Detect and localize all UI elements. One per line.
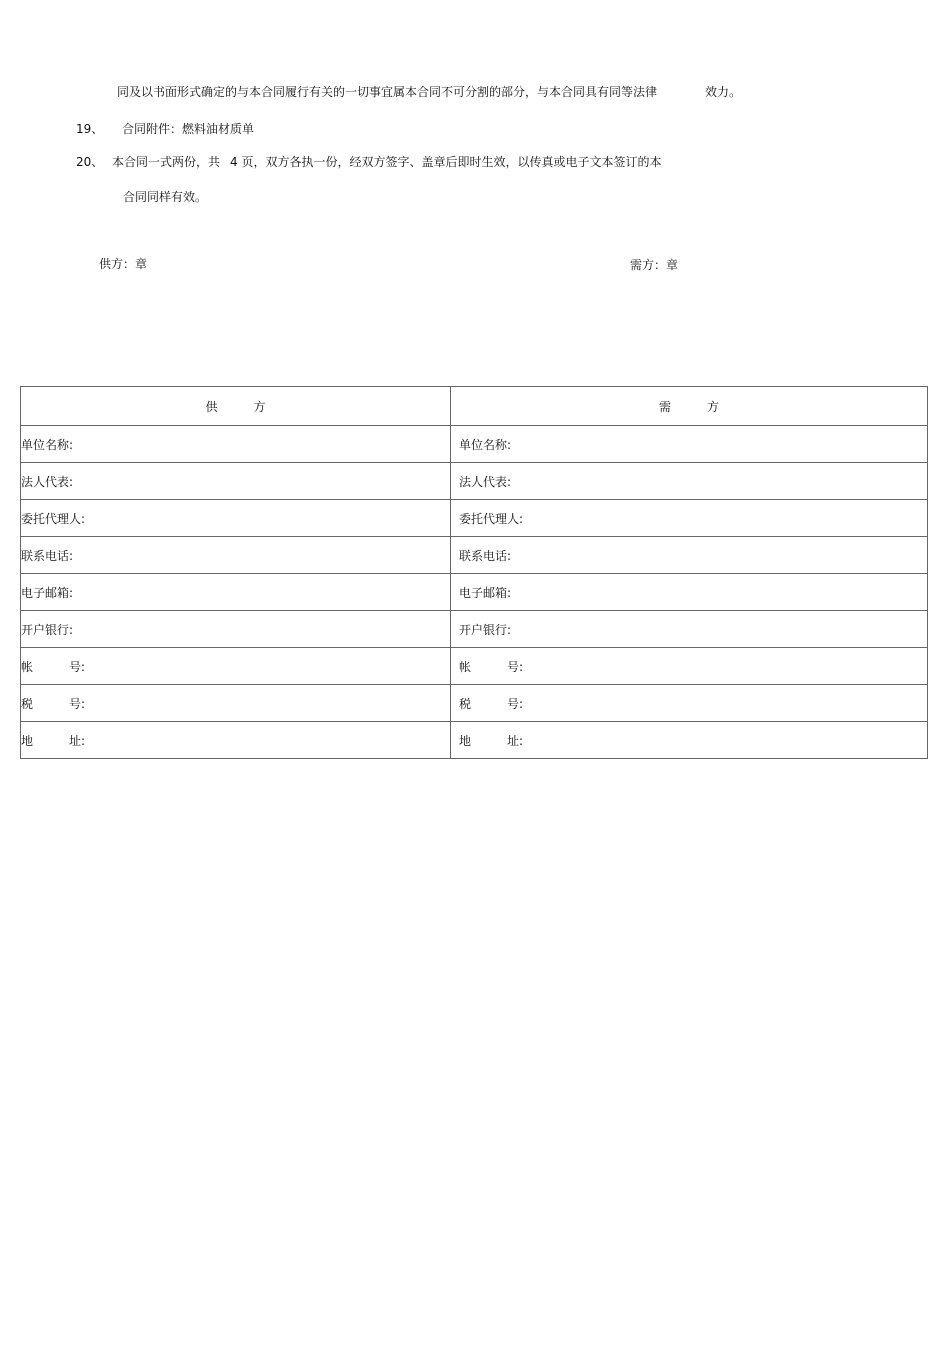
buyer-field-cell[interactable]	[451, 463, 928, 500]
supplier-field-label: 地 址:	[21, 733, 86, 748]
buyer-field-label: 单位名称:	[459, 437, 512, 452]
supplier-field-label: 联系电话:	[21, 548, 74, 563]
buyer-field-cell[interactable]	[451, 685, 928, 722]
supplier-field-label: 委托代理人:	[21, 511, 86, 526]
table-row	[21, 500, 928, 537]
supplier-field-label: 开户银行:	[21, 622, 74, 637]
clause-20-continuation-text: 合同同样有效。	[123, 190, 208, 204]
supplier-field-cell[interactable]	[21, 685, 451, 722]
clause-20-pages: 4 页，双方各执一份，经双方签字、盖章后即时生效，以传真或电子文本签订的本	[230, 155, 662, 169]
buyer-column-header: 需 方	[451, 387, 928, 426]
table-header-row	[21, 387, 928, 426]
buyer-field-cell[interactable]	[451, 500, 928, 537]
buyer-field-label: 法人代表:	[459, 474, 512, 489]
supplier-field-cell[interactable]	[21, 648, 451, 685]
paragraph-continuation-text: 同及以书面形式确定的与本合同履行有关的一切事宜属本合同不可分割的部分，与本合同具有同等法律	[117, 85, 658, 99]
table-row	[21, 574, 928, 611]
clause-20	[76, 154, 661, 170]
supplier-signature: 供方：章	[99, 257, 148, 271]
buyer-field-cell[interactable]	[451, 426, 928, 463]
supplier-field-cell[interactable]	[21, 426, 451, 463]
clause-19-number: 19、	[76, 122, 104, 136]
buyer-field-cell[interactable]	[451, 537, 928, 574]
parties-table	[20, 386, 928, 759]
buyer-field-label: 帐 号:	[459, 659, 524, 674]
supplier-field-cell[interactable]	[21, 722, 451, 759]
paragraph-continuation	[117, 84, 741, 100]
supplier-field-label: 电子邮箱:	[21, 585, 74, 600]
buyer-signature: 需方：章	[630, 258, 679, 272]
supplier-field-cell[interactable]	[21, 500, 451, 537]
buyer-field-cell[interactable]	[451, 648, 928, 685]
buyer-field-label: 地 址:	[459, 733, 524, 748]
table-row	[21, 537, 928, 574]
table-row	[21, 722, 928, 759]
supplier-field-cell[interactable]	[21, 537, 451, 574]
supplier-field-label: 帐 号:	[21, 659, 86, 674]
buyer-field-label: 开户银行:	[459, 622, 512, 637]
supplier-field-label: 单位名称:	[21, 437, 74, 452]
supplier-field-cell[interactable]	[21, 463, 451, 500]
buyer-field-label: 电子邮箱:	[459, 585, 512, 600]
supplier-field-cell[interactable]	[21, 611, 451, 648]
clause-20-number: 20、	[76, 155, 104, 169]
supplier-field-cell[interactable]	[21, 574, 451, 611]
table-row	[21, 426, 928, 463]
clause-19	[76, 121, 254, 137]
table-row	[21, 463, 928, 500]
buyer-field-label: 税 号:	[459, 696, 524, 711]
table-row	[21, 611, 928, 648]
clause-20-continuation	[123, 189, 207, 205]
supplier-field-label: 法人代表:	[21, 474, 74, 489]
supplier-column-header: 供 方	[21, 387, 451, 426]
clause-19-text: 合同附件：燃料油材质单	[122, 122, 255, 136]
buyer-field-cell[interactable]	[451, 722, 928, 759]
buyer-field-cell[interactable]	[451, 611, 928, 648]
buyer-field-label: 委托代理人:	[459, 511, 524, 526]
clause-20-text: 本合同一式两份，共	[112, 155, 221, 169]
table-row	[21, 648, 928, 685]
buyer-field-cell[interactable]	[451, 574, 928, 611]
paragraph-continuation-tail: 效力。	[705, 85, 742, 99]
table-row	[21, 685, 928, 722]
supplier-field-label: 税 号:	[21, 696, 86, 711]
buyer-field-label: 联系电话:	[459, 548, 512, 563]
